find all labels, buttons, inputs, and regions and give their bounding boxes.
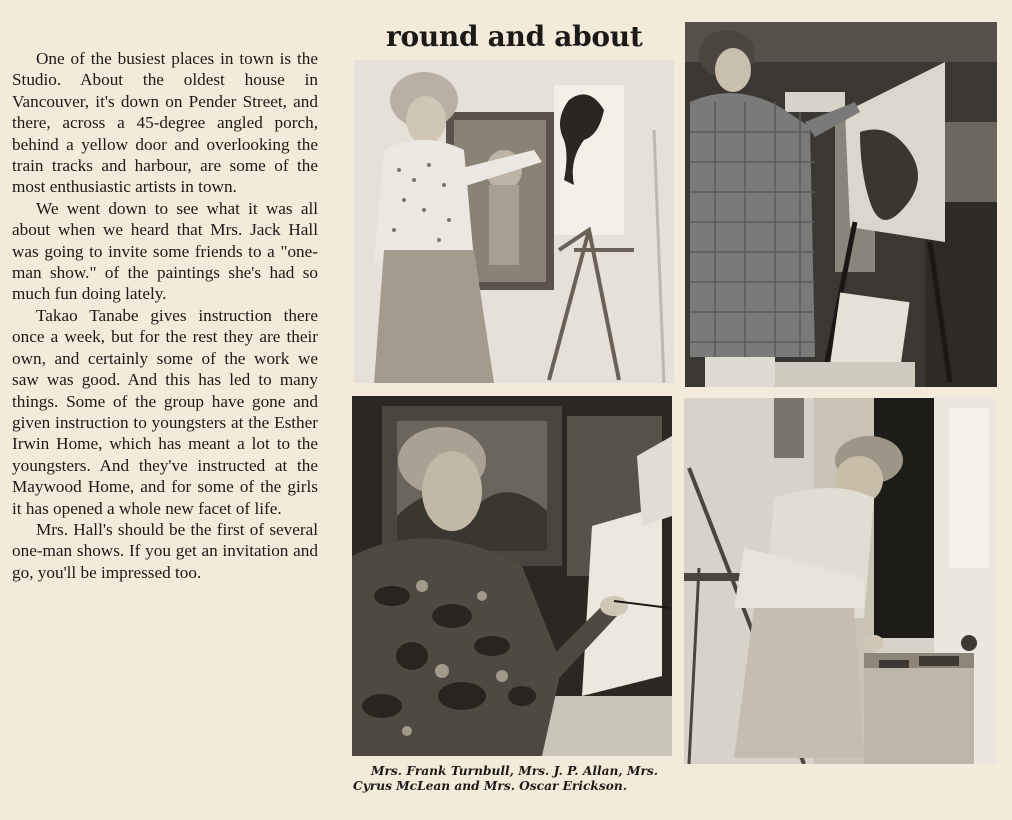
article-paragraph-1: One of the busiest places in town is the Studio. About the oldest house in Vancouver, it's down on Pender Street, and there, across a 45-degree angled porch, behind a yellow door and overlooking the train tracks and harbour, are some of the most enthusiastic artists in town.	[12, 49, 318, 197]
article-paragraph-3: Takao Tanabe gives instruction there once a week, but for the rest they are their own, and certainly some of the work we saw was good. And this has led to many things. Some of the group have gone and given instruction to youngsters at the Esther Irwin Home, which has meant a lot to the youngsters. And they've instructed at the Maywood Home, and for some of the girls it has opened a whole new facet of life.	[12, 305, 318, 518]
headline: round and about	[386, 20, 643, 53]
photo-painter-polka-dot-blouse	[354, 60, 674, 383]
article-paragraph-4: Mrs. Hall's should be the first of several one-man shows. If you get an invitation and go, you'll be impressed too.	[12, 519, 318, 582]
photo-caption: Mrs. Frank Turnbull, Mrs. J. P. Allan, Mrs. Cyrus McLean and Mrs. Oscar Erickson.	[353, 764, 658, 793]
photo-painter-patterned-robe	[352, 396, 672, 756]
article-column	[12, 48, 318, 583]
photo-painter-plaid-smock	[685, 22, 997, 387]
photo-painter-at-worktable	[684, 398, 997, 764]
article-paragraph-2: We went down to see what it was all about when we heard that Mrs. Jack Hall was going to invite some friends to a "one-man show." of the paintings she's had so much fun doing lately.	[12, 198, 318, 304]
